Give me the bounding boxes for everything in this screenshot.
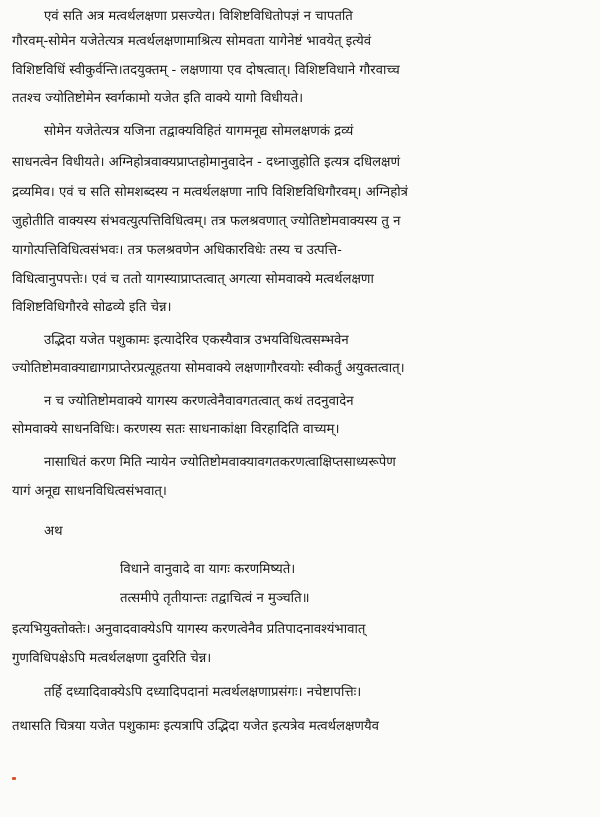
text-line-13: ज्योतिष्टोमवाक्याद्यागप्राप्तेरप्रत्यूहतया सोमवाक्ये लक्षणागौरवयोः स्वीकर्तुं अयुक्तत्वात्।: [12, 361, 405, 376]
text-line-6: साधनत्वेन विधीयते। अग्निहोत्रवाक्यप्राप्तहोमानुवादेन - दध्नाजुहोति इत्यत्र दधिलक्षणं: [12, 155, 401, 170]
text-line-12: उद्भिदा यजेत पशुकामः इत्यादेरिव एकस्यैवात्र उभयविधित्वसम्भवेन: [44, 333, 349, 348]
text-line-4: ततश्च ज्योतिष्टोमेन स्वर्गकामो यजेत इति वाक्ये यागो विधीयते।: [12, 91, 304, 106]
text-line-3: विशिष्टविधिं स्वीकुर्वन्ति।तदयुक्तम् - लक्षणाया एव दोषत्वात्। विशिष्टविधाने गौरवाच्च: [12, 63, 400, 78]
text-line-7: द्रव्यमिव। एवं च सति सोमशब्दस्य न मत्वर्थलक्षणा नापि विशिष्टविधिगौरवम्। अग्निहोत्रं: [12, 185, 408, 200]
text-line-10: विधित्वानुपपत्तेः। एवं च ततो यागस्याप्राप्तत्वात् अगत्या सोमवाक्ये मत्वर्थलक्षणा: [12, 272, 374, 287]
text-line-17: यागं अनूद्य साधनविधित्वसंभवात्।: [12, 484, 167, 499]
text-line-2: गौरवम्-सोमेन यजेतेत्यत्र मत्वर्थलक्षणामाश्रित्य सोमवता यागेनेष्टं भावयेत् इत्येवं: [12, 34, 372, 49]
text-line-16: नासाधितं करण मिति न्यायेन ज्योतिष्टोमवाक्यावगतकरणत्वाक्षिप्तसाध्यरूपेण: [44, 455, 396, 470]
text-line-1: एवं सति अत्र मत्वर्थलक्षणा प्रसज्येत। विशिष्टविधितोपज्ञं न चापतति: [44, 9, 353, 24]
ink-mark: [12, 777, 16, 780]
text-line-5: सोमेन यजेतेत्यत्र यजिना तद्वाक्यविहितं यागमनूद्य सोमलक्षणकं द्रव्यं: [44, 124, 354, 139]
text-line-18: अथ: [44, 524, 63, 539]
verse-line-2: तत्समीपे तृतीयान्तः तद्वाचित्वं न मुञ्चति॥: [120, 591, 310, 606]
text-line-11: विशिष्टविधिगौरवे सोढव्ये इति चेन्न।: [12, 300, 172, 315]
text-line-9: यागोत्पत्तिविधित्वसंभवः। तत्र फलश्रवणेन अधिकारविधेः तस्य च उत्पत्ति-: [12, 243, 342, 258]
text-line-15: सोमवाक्ये साधनविधिः। करणस्य सतः साधनाकांक्षा विरहादिति वाच्यम्।: [12, 422, 340, 437]
text-line-20: गुणविधिपक्षेऽपि मत्वर्थलक्षणा दुवरिति चेन्न।: [12, 651, 212, 666]
text-line-21: तर्हि दध्यादिवाक्येऽपि दध्यादिपदानां मत्वर्थलक्षणाप्रसंगः। नचेष्टापत्तिः।: [44, 685, 362, 700]
text-line-22: तथासति चित्रया यजेत पशुकामः इत्यत्रापि उद्भिदा यजेत इत्यत्रेव मत्वर्थलक्षणयैव: [12, 719, 379, 734]
verse-line-1: विधाने वानुवादे वा यागः करणमिष्यते।: [120, 562, 296, 577]
text-line-19: इत्यभियुक्तोक्तेः। अनुवादवाक्येऽपि यागस्य करणत्वेनैव प्रतिपादनावश्यंभावात्: [12, 622, 366, 637]
text-line-8: जुहोतीति वाक्यस्य संभवत्युत्पत्तिविधित्वम्। तत्र फलश्रवणात् ज्योतिष्टोमवाक्यस्य तु न: [12, 214, 401, 229]
text-line-14: न च ज्योतिष्टोमवाक्ये यागस्य करणत्वेनैवावगतत्वात् कथं तदनुवादेन: [44, 394, 354, 409]
